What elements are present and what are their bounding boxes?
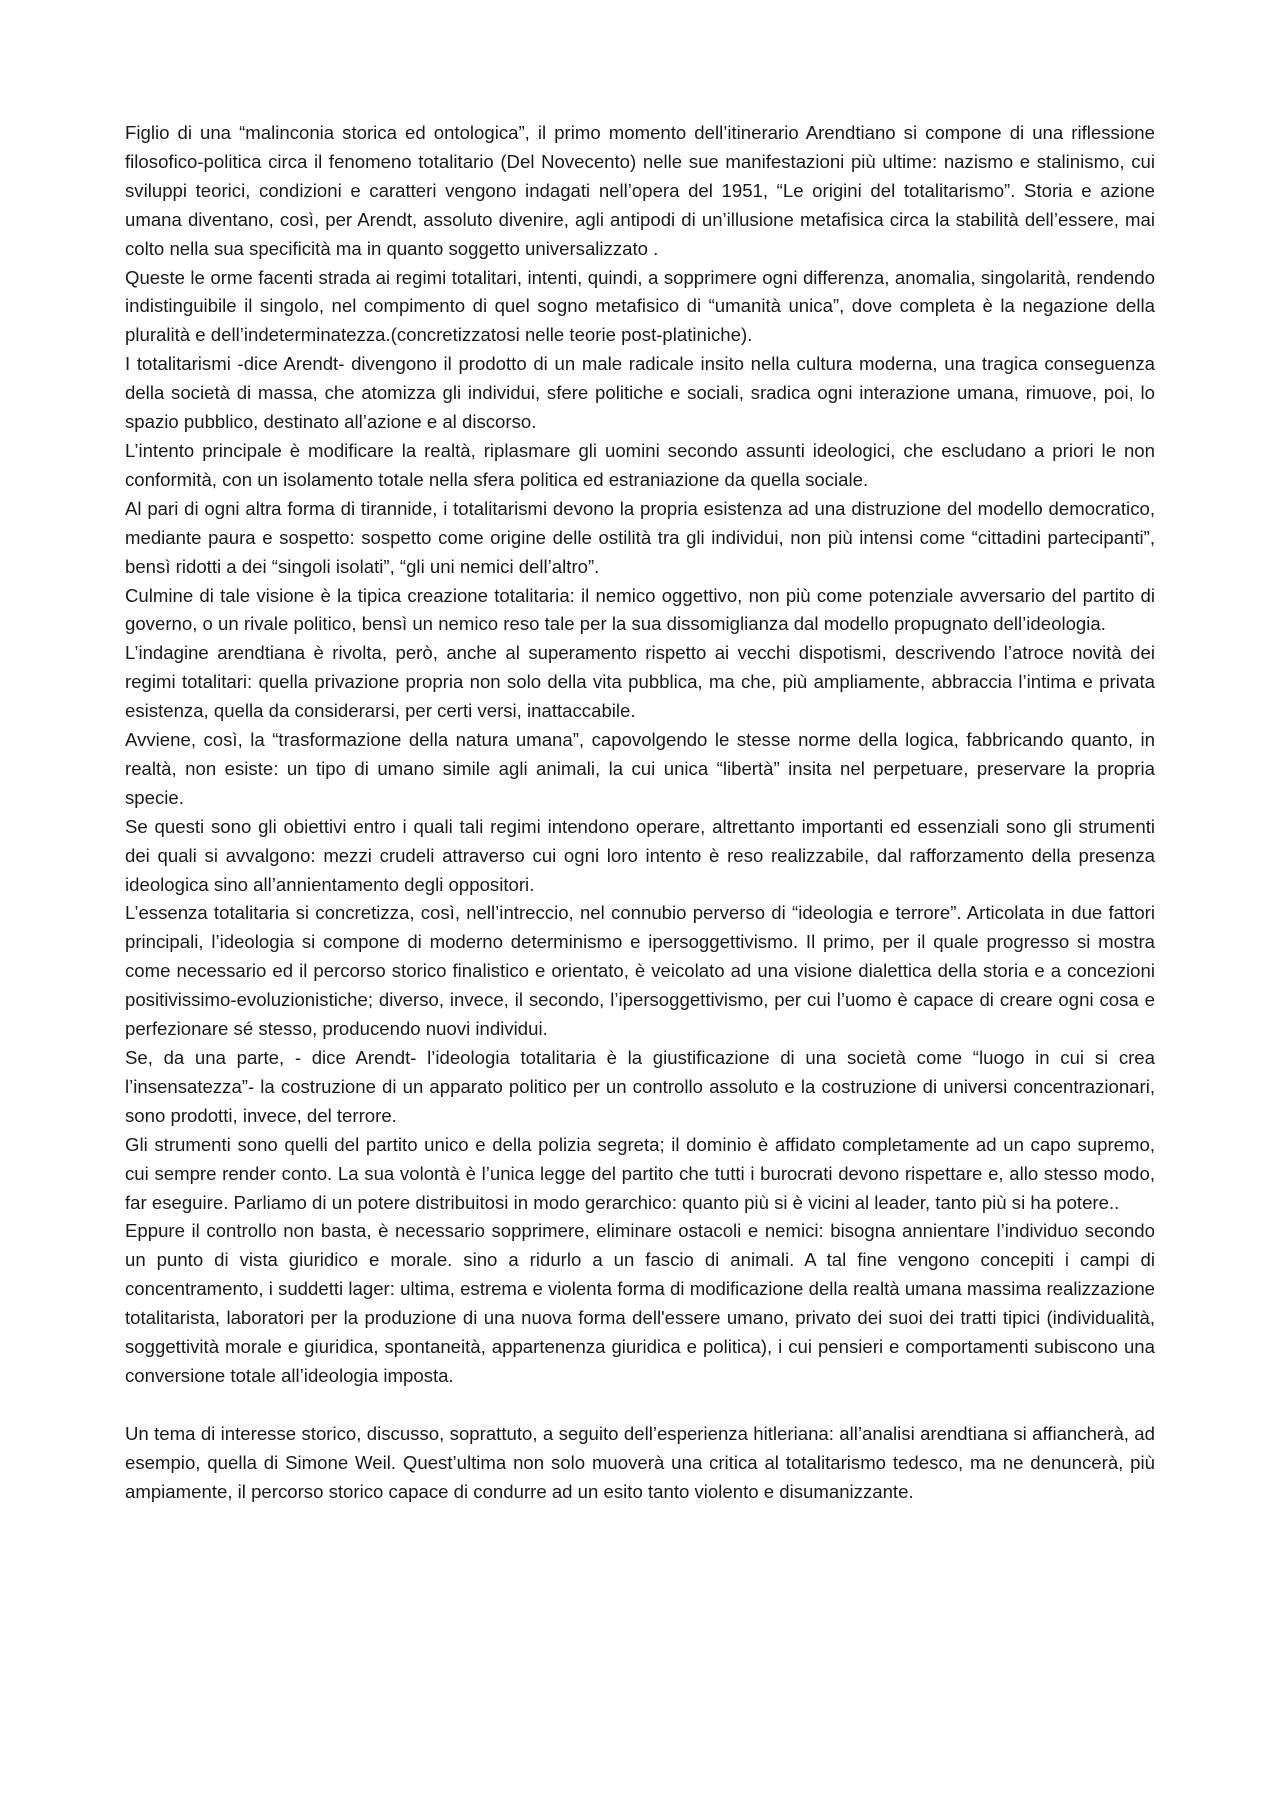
paragraph-7: L’indagine arendtiana è rivolta, però, anche al superamento rispetto ai vecchi dispotismi, descrivendo l’atroce novità dei regimi totalitari: quella privazione propria non solo della vita pubblica, ma che, più ampliamente, abbraccia l’intima e privata esistenza, quella da considerarsi, per certi versi, inattaccabile. [125, 642, 1155, 722]
paragraph-5: Al pari di ogni altra forma di tirannide, i totalitarismi devono la propria esistenza ad una distruzione del modello democratico, mediante paura e sospetto: sospetto come origine delle ostilità tra gli individui, non più intensi come “cittadini partecipanti”, bensì ridotti a dei “singoli isolati”, “gli uni nemici dell’altro”. [125, 497, 1155, 577]
paragraph-1: Figlio di una “malinconia storica ed ontologica”, il primo momento dell’itinerario Arendtiano si compone di una riflessione filosofico-politica circa il fenomeno totalitario (Del Novecento) nelle sue manifestazioni più ultime: nazismo e stalinismo, cui sviluppi teorici, condizioni e caratteri vengono indagati nell’opera del 1951, “Le origini del totalitarismo”. Storia e azione umana diventano, così, per Arendt, assoluto divenire, agli antipodi di un’illusione metafisica circa la stabilità dell’essere, mai colto nella sua specificità ma in quanto soggetto universalizzato . [125, 122, 1155, 259]
paragraph-2: Queste le orme facenti strada ai regimi totalitari, intenti, quindi, a sopprimere ogni differenza, anomalia, singolarità, rendendo indistinguibile il singolo, nel compimento di quel sogno metafisico di “umanità unica”, dove completa è la negazione della pluralità e dell’indeterminatezza.(concretizzatosi nelle teorie post-platiniche). [125, 266, 1155, 346]
paragraph-12: Gli strumenti sono quelli del partito unico e della polizia segreta; il dominio è affidato completamente ad un capo supremo, cui sempre render conto. La sua volontà è l’unica legge del partito che tutti i burocrati devono rispettare e, allo stesso modo, far eseguire. Parliamo di un potere distribuitosi in modo gerarchico: quanto più si è vicini al leader, tanto più si ha potere.. [125, 1133, 1155, 1213]
paragraph-3: I totalitarismi -dice Arendt- divengono il prodotto di un male radicale insito nella cultura moderna, una tragica conseguenza della società di massa, che atomizza gli individui, sfere politiche e sociali, sradica ogni interazione umana, rimuove, poi, lo spazio pubblico, destinato all’azione e al discorso. [125, 353, 1155, 433]
paragraph-8: Avviene, così, la “trasformazione della natura umana”, capovolgendo le stesse norme della logica, fabbricando quanto, in realtà, non esiste: un tipo di umano simile agli animali, la cui unica “libertà” insita nel perpetuare, preservare la propria specie. [125, 729, 1155, 808]
document-body [125, 119, 1155, 1506]
paragraph-9: Se questi sono gli obiettivi entro i quali tali regimi intendono operare, altrettanto importanti ed essenziali sono gli strumenti dei quali si avvalgono: mezzi crudeli attraverso cui ogni loro intento è reso realizzabile, dal rafforzamento della presenza ideologica sino all’annientamento degli oppositori. [125, 815, 1155, 895]
paragraph-4: L’intento principale è modificare la realtà, riplasmare gli uomini secondo assunti ideologici, che escludano a priori le non conformità, con un isolamento totale nella sfera politica ed estraniazione da quella sociale. [125, 439, 1155, 490]
paragraph-13: Eppure il controllo non basta, è necessario sopprimere, eliminare ostacoli e nemici: bisogna annientare l’individuo secondo un punto di vista giuridico e morale. sino a ridurlo a un fascio di animali. A tal fine vengono concepiti i campi di concentramento, i suddetti lager: ultima, estrema e violenta forma di modificazione della realtà umana massima realizzazione totalitarista, laboratori per la produzione di una nuova forma dell'essere umano, privato dei suoi dei tratti tipici (individualità, soggettività morale e giuridica, spontaneità, appartenenza giuridica e politica), i cui pensieri e comportamenti subiscono una conversione totale all’ideologia imposta. [125, 1220, 1155, 1386]
paragraph-11: Se, da una parte, - dice Arendt- l’ideologia totalitaria è la giustificazione di una società come “luogo in cui si crea l’insensatezza”- la costruzione di un apparato politico per un controllo assoluto e la costruzione di universi concentrazionari, sono prodotti, invece, del terrore. [125, 1047, 1155, 1126]
paragraph-14: Un tema di interesse storico, discusso, soprattuto, a seguito dell’esperienza hitleriana: all’analisi arendtiana si affiancherà, ad esempio, quella di Simone Weil. Quest’ultima non solo muoverà una critica al totalitarismo tedesco, ma ne denuncerà, più ampiamente, il percorso storico capace di condurre ad un esito tanto violento e disumanizzante. [125, 1422, 1155, 1502]
paragraph-10: L’essenza totalitaria si concretizza, così, nell’intreccio, nel connubio perverso di “ideologia e terrore”. Articolata in due fattori principali, l’ideologia si compone di moderno determinismo e ipersoggettivismo. Il primo, per il quale progresso si mostra come necessario ed il percorso storico finalistico e orientato, è veicolato ad una visione dialettica della storia e a concezioni positivissimo-evoluzionistiche; diverso, invece, il secondo, l’ipersoggettivismo, per cui l’uomo è capace di creare ogni cosa e perfezionare sé stesso, producendo nuovi individui. [125, 902, 1155, 1040]
paragraph-6: Culmine di tale visione è la tipica creazione totalitaria: il nemico oggettivo, non più come potenziale avversario del partito di governo, o un rivale politico, bensì un nemico reso tale per la sua dissomiglianza dal modello propugnato dell’ideologia. [125, 584, 1155, 635]
